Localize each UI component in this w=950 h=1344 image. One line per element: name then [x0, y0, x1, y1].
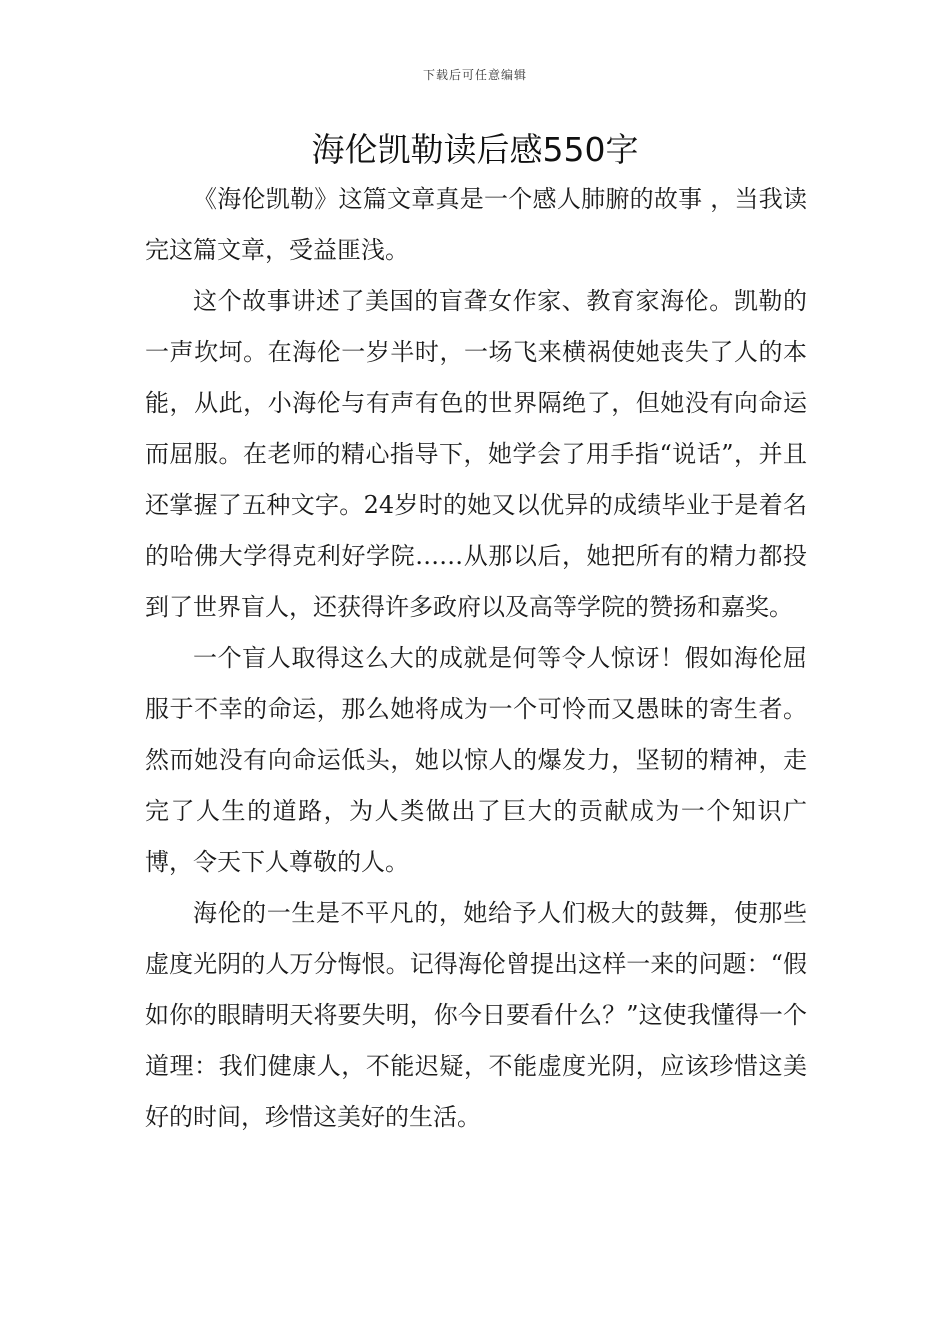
paragraph-3: 一个盲人取得这么大的成就是何等令人惊讶！假如海伦屈服于不幸的命运，那么她将成为一个可怜而又愚昧的寄生者。然而她没有向命运低头，她以惊人的爆发力，坚韧的精神，走完了人生的道路，为人类做出了巨大的贡献成为一个知识广博，令天下人尊敬的人。: [145, 644, 807, 876]
paragraph-4: 海伦的一生是不平凡的，她给予人们极大的鼓舞，使那些虚度光阴的人万分悔恨。记得海伦曾提出这样一来的问题：“假如你的眼睛明天将要失明，你今日要看什么？”这使我懂得一个道理：我们健康人，不能迟疑，不能虚度光阴，应该珍惜这美好的时间，珍惜这美好的生活。: [145, 899, 807, 1131]
document-title: 海伦凯勒读后感550字: [311, 130, 639, 169]
paragraph-1: 《海伦凯勒》这篇文章真是一个感人肺腑的故事 ，当我读完这篇文章，受益匪浅。: [145, 185, 807, 264]
header-note: 下载后可任意编辑: [422, 68, 527, 82]
document-body: [145, 174, 807, 1143]
paragraph-2: 这个故事讲述了美国的盲聋女作家、教育家海伦。凯勒的一声坎坷。在海伦一岁半时，一场飞来横祸使她丧失了人的本能，从此，小海伦与有声有色的世界隔绝了，但她没有向命运而屈服。在老师的精心指导下，她学会了用手指“说话”，并且还掌握了五种文字。24岁时的她又以优异的成绩毕业于是着名的哈佛大学得克利好学院……从那以后，她把所有的精力都投到了世界盲人，还获得许多政府以及高等学院的赞扬和嘉奖。: [145, 287, 807, 621]
